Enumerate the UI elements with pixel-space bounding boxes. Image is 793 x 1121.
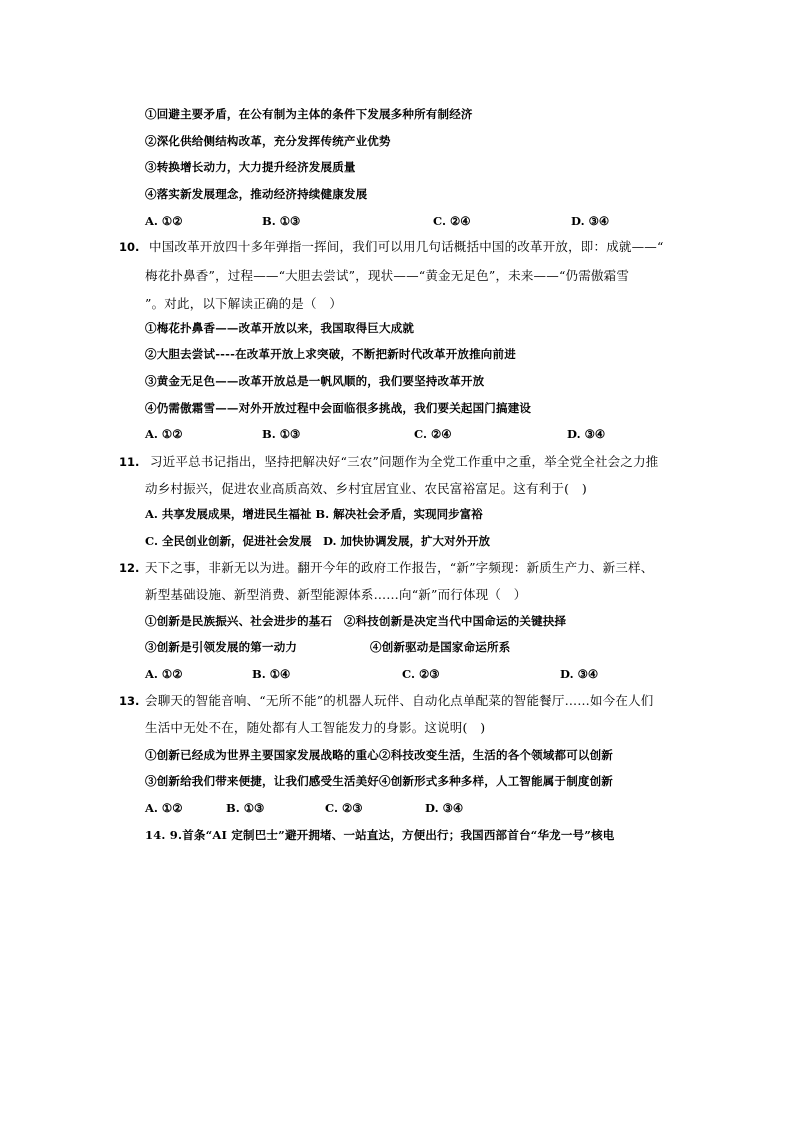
q12-item-3: ③创新是引领发展的第一动力 [145, 640, 298, 654]
q10-option-d: D. ③④ [567, 427, 606, 441]
q12-stem-2: 新型基础设施、新型消费、新型能源体系……向“新”而行体现（ ） [145, 587, 527, 602]
q12-option-c: C. ②③ [402, 667, 440, 681]
q13-stem-2: 生活中无处不在，随处都有人工智能发力的身影。这说明( ) [145, 720, 486, 735]
q10-option-b: B. ①③ [262, 427, 301, 441]
q10-option-a: A. ①② [145, 427, 183, 441]
q12-option-a: A. ①② [145, 667, 183, 681]
q10-option-c: C. ②④ [414, 427, 452, 441]
q13-number: 13. [119, 694, 140, 708]
q10-stem-2: 梅花扑鼻香”，过程——“大胆去尝试”，现状——“黄金无足色”，未来——“仍需傲霜雪 [145, 268, 630, 283]
q11-options-row-2: C. 全民创业创新，促进社会发展 D. 加快协调发展，扩大对外开放 [145, 534, 491, 548]
q13-stem-1: 会聊天的智能音响、“无所不能”的机器人玩伴、自动化点单配菜的智能餐厅……如今在人们 [145, 693, 654, 708]
q12-option-d: D. ③④ [560, 667, 599, 681]
q12-option-b: B. ①④ [252, 667, 291, 681]
q12-item-4: ④创新驱动是国家命运所系 [370, 640, 511, 654]
q14-text: 14. 9.首条“AI 定制巴士”避开拥堵、一站直达，方便出行；我国西部首台“华龙一号”核电 [145, 828, 615, 842]
q13-option-d: D. ③④ [425, 801, 464, 815]
q13-option-b: B. ①③ [226, 801, 265, 815]
q11-number: 11. [119, 455, 140, 469]
q9-option-c: C. ②④ [433, 214, 471, 228]
q9-option-d: D. ③④ [571, 214, 610, 228]
q11-stem-1: 习近平总书记指出，坚持把解决好“三农”问题作为全党工作重中之重，举全党全社会之力推 [150, 454, 659, 469]
q9-item-2: ②深化供给侧结构改革，充分发挥传统产业优势 [145, 134, 391, 148]
q10-item-4: ④仍需傲霜雪——对外开放过程中会面临很多挑战，我们要关起国门搞建设 [145, 401, 532, 415]
q10-item-3: ③黄金无足色——改革开放总是一帆风顺的，我们要坚持改革开放 [145, 374, 485, 388]
q13-option-c: C. ②③ [325, 801, 363, 815]
q9-item-3: ③转换增长动力，大力提升经济发展质量 [145, 160, 356, 174]
q11-stem-2: 动乡村振兴，促进农业高质高效、乡村宜居宜业、农民富裕富足。这有利于( ) [145, 481, 587, 496]
q9-option-b: B. ①③ [262, 214, 301, 228]
q12-number: 12. [119, 561, 140, 575]
q11-options-row-1: A. 共享发展成果，增进民生福祉 B. 解决社会矛盾，实现同步富裕 [145, 507, 483, 521]
q10-stem-3: ”。对此，以下解读正确的是（ ） [145, 296, 343, 311]
q13-item-row-1: ①创新已经成为世界主要国家发展战略的重心②科技改变生活，生活的各个领域都可以创新 [145, 748, 613, 762]
q12-stem-1: 天下之事，非新无以为进。翻开今年的政府工作报告，“新”字频现：新质生产力、新三样、 [145, 560, 654, 575]
q10-number: 10. [119, 240, 140, 254]
q13-option-a: A. ①② [145, 801, 183, 815]
q10-item-2: ②大胆去尝试----在改革开放上求突破，不断把新时代改革开放推向前进 [145, 347, 516, 361]
q9-item-4: ④落实新发展理念，推动经济持续健康发展 [145, 187, 368, 201]
q12-item-row-1: ①创新是民族振兴、社会进步的基石 ②科技创新是决定当代中国命运的关键抉择 [145, 614, 567, 628]
q10-stem-1: 中国改革开放四十多年弹指一挥间，我们可以用几句话概括中国的改革开放，即：成就——“ [149, 239, 664, 254]
q9-item-1: ①回避主要矛盾，在公有制为主体的条件下发展多种所有制经济 [145, 107, 473, 121]
q9-option-a: A. ①② [145, 214, 183, 228]
q13-item-row-2: ③创新给我们带来便捷，让我们感受生活美好④创新形式多种多样，人工智能属于制度创新 [145, 774, 613, 788]
q10-item-1: ①梅花扑鼻香——改革开放以来，我国取得巨大成就 [145, 321, 415, 335]
